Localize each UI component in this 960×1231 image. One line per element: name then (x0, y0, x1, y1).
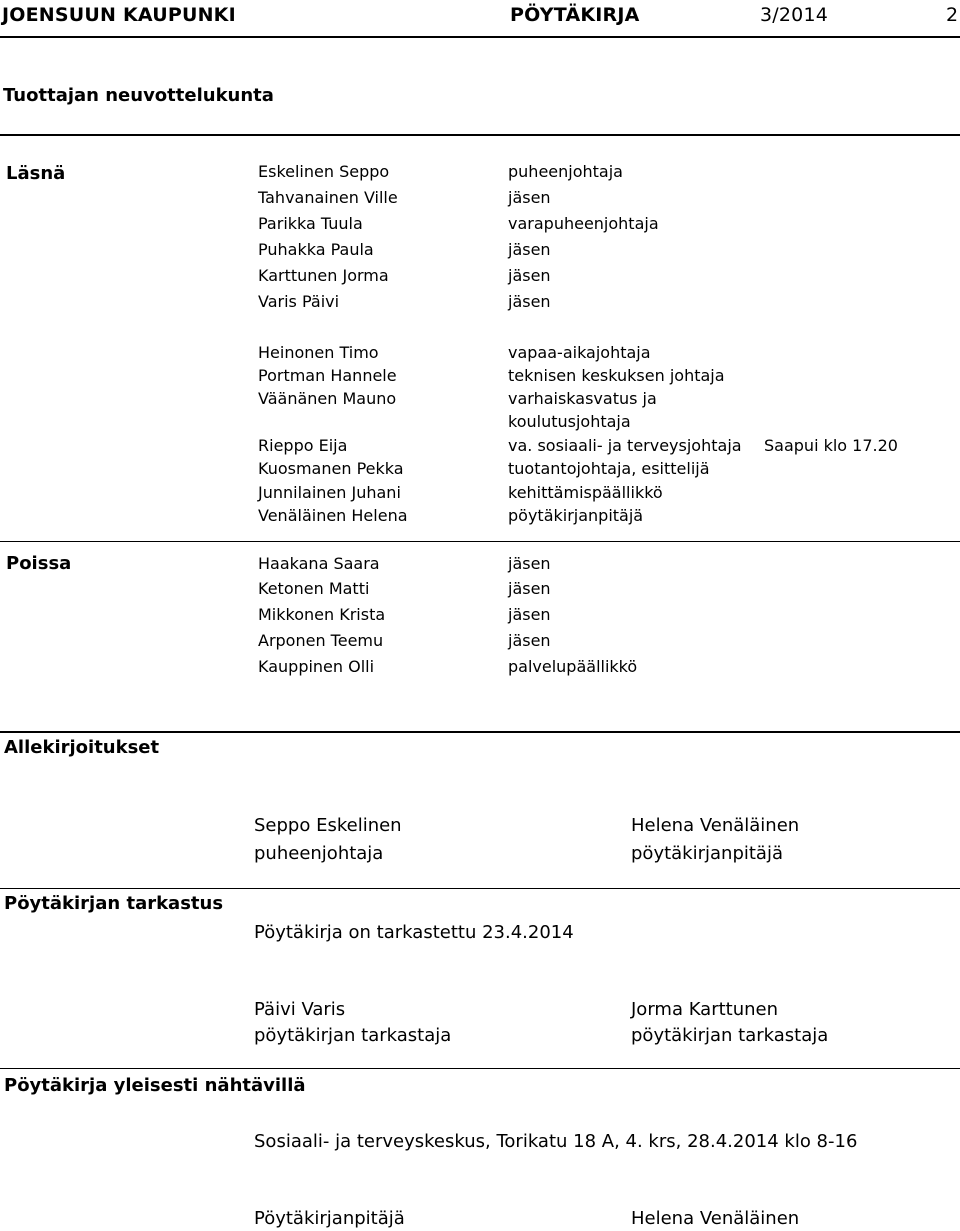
reviewer-2-name: Jorma Karttunen (631, 999, 779, 1020)
document-type: PÖYTÄKIRJA (510, 4, 640, 26)
attendee-name: Junnilainen Juhani (258, 483, 401, 502)
attendee-role: kehittämispäällikkö (508, 483, 663, 502)
review-statement: Pöytäkirja on tarkastettu 23.4.2014 (254, 922, 574, 943)
attendee-name: Venäläinen Helena (258, 506, 408, 525)
secretary-role: pöytäkirjanpitäjä (631, 843, 783, 864)
member-name: Mikkonen Krista (258, 605, 386, 624)
attendee-role: vapaa-aikajohtaja (508, 343, 651, 362)
member-role: jäsen (508, 579, 551, 598)
member-role: puheenjohtaja (508, 162, 623, 181)
signatures-rule (0, 731, 960, 733)
review-label: Pöytäkirjan tarkastus (4, 893, 224, 914)
attendee-role: va. sosiaali- ja terveysjohtaja (508, 436, 742, 455)
member-role: jäsen (508, 188, 551, 207)
attendee-role: koulutusjohtaja (508, 412, 631, 431)
page-title: Tuottajan neuvottelukunta (3, 85, 274, 106)
review-rule (0, 888, 960, 889)
member-name: Varis Päivi (258, 292, 340, 311)
member-name: Eskelinen Seppo (258, 162, 390, 181)
attendee-name: Portman Hannele (258, 366, 397, 385)
reviewer-1-role: pöytäkirjan tarkastaja (254, 1025, 452, 1046)
member-name: Arponen Teemu (258, 631, 384, 650)
chair-name: Seppo Eskelinen (254, 815, 402, 836)
member-role: jäsen (508, 631, 551, 650)
attendee-note: Saapui klo 17.20 (764, 436, 898, 455)
reviewer-1-name: Päivi Varis (254, 999, 346, 1020)
member-role: jäsen (508, 292, 551, 311)
present-rule (0, 541, 960, 542)
member-name: Ketonen Matti (258, 579, 370, 598)
member-role: palvelupäällikkö (508, 657, 638, 676)
member-role: jäsen (508, 240, 551, 259)
member-role: varapuheenjohtaja (508, 214, 659, 233)
present-label: Läsnä (6, 163, 66, 184)
organization-name: JOENSUUN KAUPUNKI (2, 4, 236, 26)
member-role: jäsen (508, 554, 551, 573)
attendee-role: varhaiskasvatus ja (508, 389, 657, 408)
attendee-role: teknisen keskuksen johtaja (508, 366, 725, 385)
attendee-role: tuotantojohtaja, esittelijä (508, 459, 710, 478)
member-name: Haakana Saara (258, 554, 380, 573)
page-number: 2 (946, 4, 959, 26)
document-number: 3/2014 (760, 4, 829, 26)
public-label: Pöytäkirja yleisesti nähtävillä (4, 1075, 306, 1096)
chair-role: puheenjohtaja (254, 843, 384, 864)
reviewer-2-role: pöytäkirjan tarkastaja (631, 1025, 829, 1046)
footer-secretary-name: Helena Venäläinen (631, 1208, 800, 1229)
public-rule (0, 1068, 960, 1069)
public-location-text: Sosiaali- ja terveyskeskus, Torikatu 18 A, 4. krs, 28.4.2014 klo 8-16 (254, 1131, 858, 1152)
absent-label: Poissa (6, 553, 72, 574)
member-role: jäsen (508, 266, 551, 285)
secretary-name: Helena Venäläinen (631, 815, 800, 836)
attendee-name: Heinonen Timo (258, 343, 379, 362)
header-rule (0, 36, 960, 38)
member-name: Puhakka Paula (258, 240, 374, 259)
member-name: Parikka Tuula (258, 214, 363, 233)
member-name: Karttunen Jorma (258, 266, 389, 285)
attendee-name: Väänänen Mauno (258, 389, 397, 408)
member-name: Tahvanainen Ville (258, 188, 398, 207)
title-rule (0, 134, 960, 136)
attendee-name: Kuosmanen Pekka (258, 459, 404, 478)
attendee-role: pöytäkirjanpitäjä (508, 506, 644, 525)
member-name: Kauppinen Olli (258, 657, 375, 676)
signatures-label: Allekirjoitukset (4, 737, 160, 758)
attendee-name: Rieppo Eija (258, 436, 348, 455)
member-role: jäsen (508, 605, 551, 624)
footer-secretary-label: Pöytäkirjanpitäjä (254, 1208, 405, 1229)
